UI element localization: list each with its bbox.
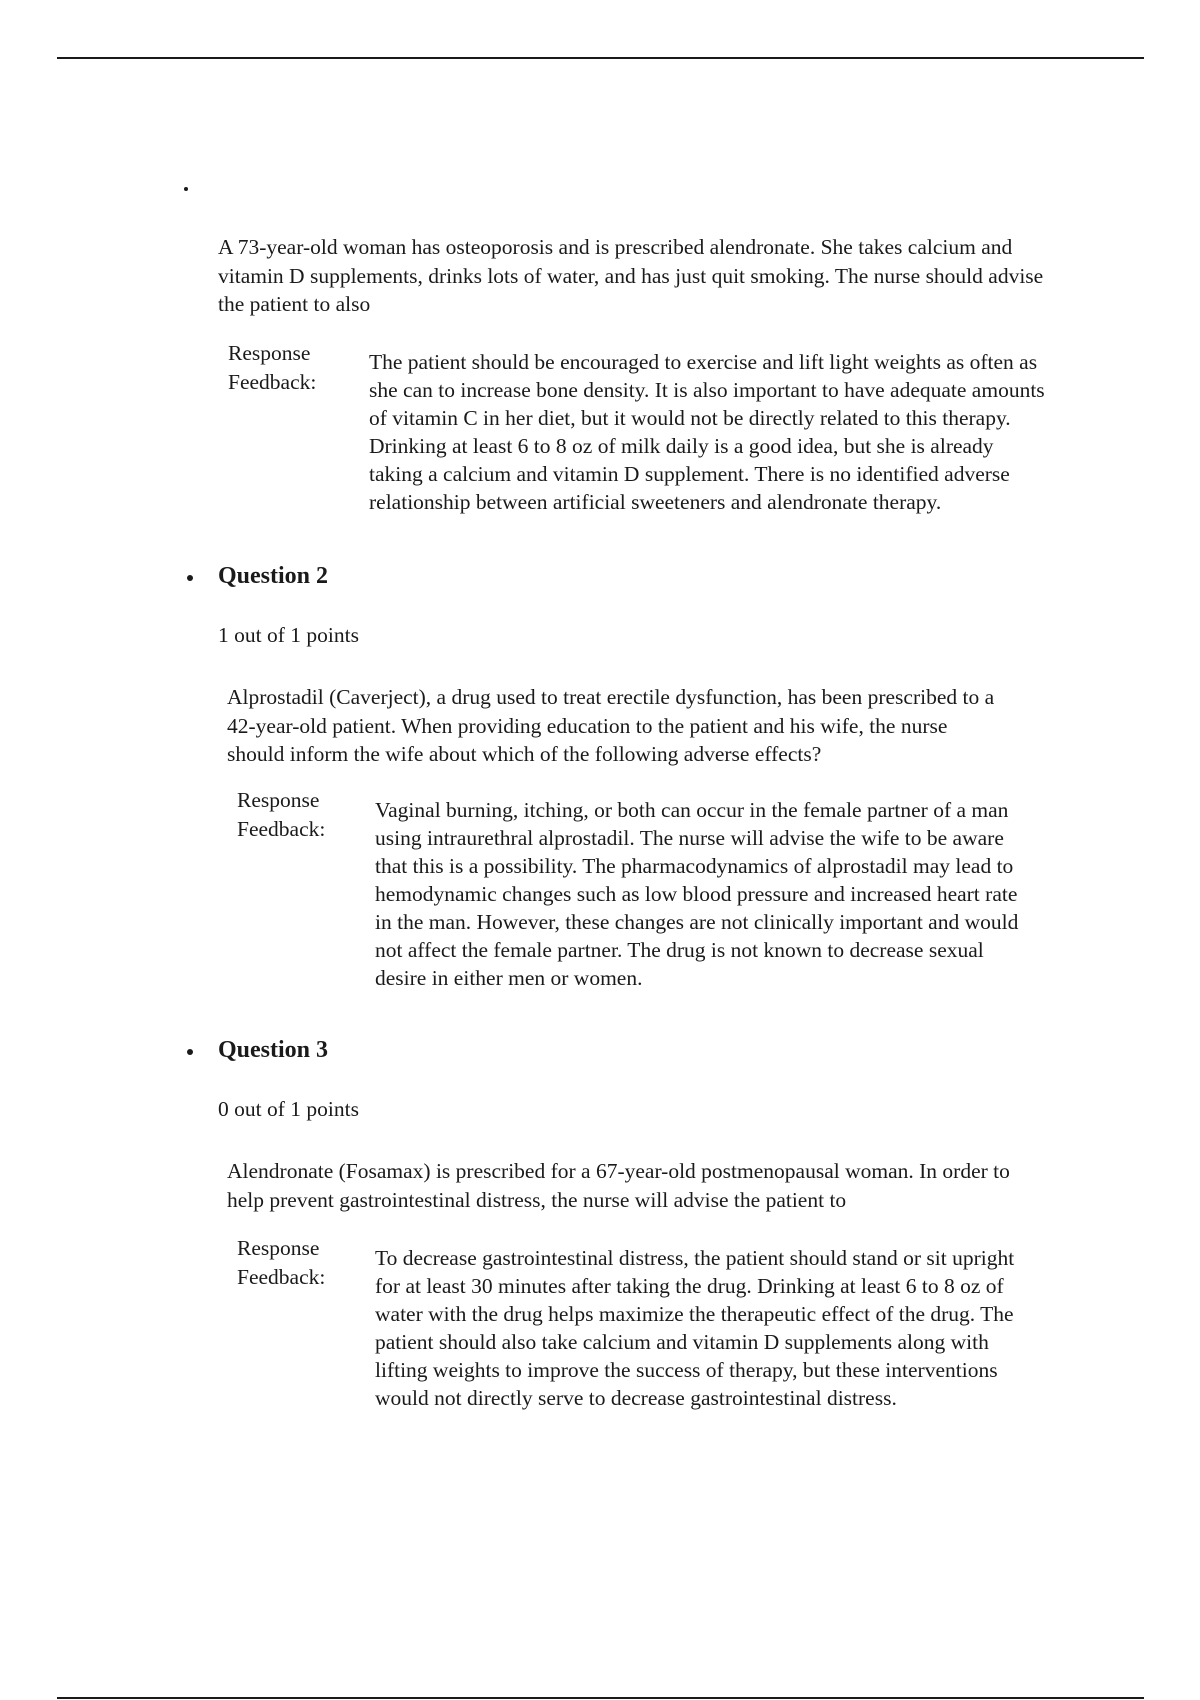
response-feedback-label: Response Feedback: [237, 788, 326, 841]
list-bullet [187, 575, 193, 581]
bottom-rule [57, 1697, 1144, 1699]
list-bullet [184, 187, 188, 191]
top-rule [57, 57, 1144, 59]
question-title: Question 2 [218, 563, 329, 589]
response-feedback-label: Response Feedback: [228, 341, 317, 394]
response-feedback-text: The patient should be encouraged to exercise and lift light weights as often as she can to increase bone density. It is also important to have adequate amounts of vitamin C in her diet, but it would not be directly related to this therapy. Drinking at least 6 to 8 oz of milk daily is a good idea, but she is already taking a calcium and vitamin D supplement. There is no identified adverse relationship between artificial sweeteners and alendronate therapy. [369, 350, 1045, 514]
question-text: A 73-year-old woman has osteoporosis and is prescribed alendronate. She takes calcium and vitamin D supplements, drinks lots of water, and has just quit smoking. The nurse should advise the patient to also [218, 235, 1044, 316]
points-score: 1 out of 1 points [218, 623, 359, 647]
question-text: Alprostadil (Caverject), a drug used to treat erectile dysfunction, has been prescribed to a 42-year-old patient. When providing education to the patient and his wife, the nurse should inform the wife about which of the following adverse effects? [227, 685, 995, 766]
response-feedback-label: Response Feedback: [237, 1236, 326, 1289]
list-bullet [187, 1049, 193, 1055]
response-feedback-text: Vaginal burning, itching, or both can occur in the female partner of a man using intraurethral alprostadil. The nurse will advise the wife to be aware that this is a possibility. The pharmacodynamics of alprostadil may lead to hemodynamic changes such as low blood pressure and increased heart rate in the man. However, these changes are not clinically important and would not affect the female partner. The drug is not known to decrease sexual desire in either men or women. [375, 798, 1019, 990]
question-title: Question 3 [218, 1037, 329, 1063]
question-text: Alendronate (Fosamax) is prescribed for a 67-year-old postmenopausal woman. In order to help prevent gastrointestinal distress, the nurse will advise the patient to [227, 1159, 1010, 1212]
response-feedback-text: To decrease gastrointestinal distress, the patient should stand or sit upright for at least 30 minutes after taking the drug. Drinking at least 6 to 8 oz of water with the drug helps maximize the therapeutic effect of the drug. The patient should also take calcium and vitamin D supplements along with lifting weights to improve the success of therapy, but these interventions would not directly serve to decrease gastrointestinal distress. [375, 1246, 1015, 1410]
points-score: 0 out of 1 points [218, 1097, 359, 1121]
